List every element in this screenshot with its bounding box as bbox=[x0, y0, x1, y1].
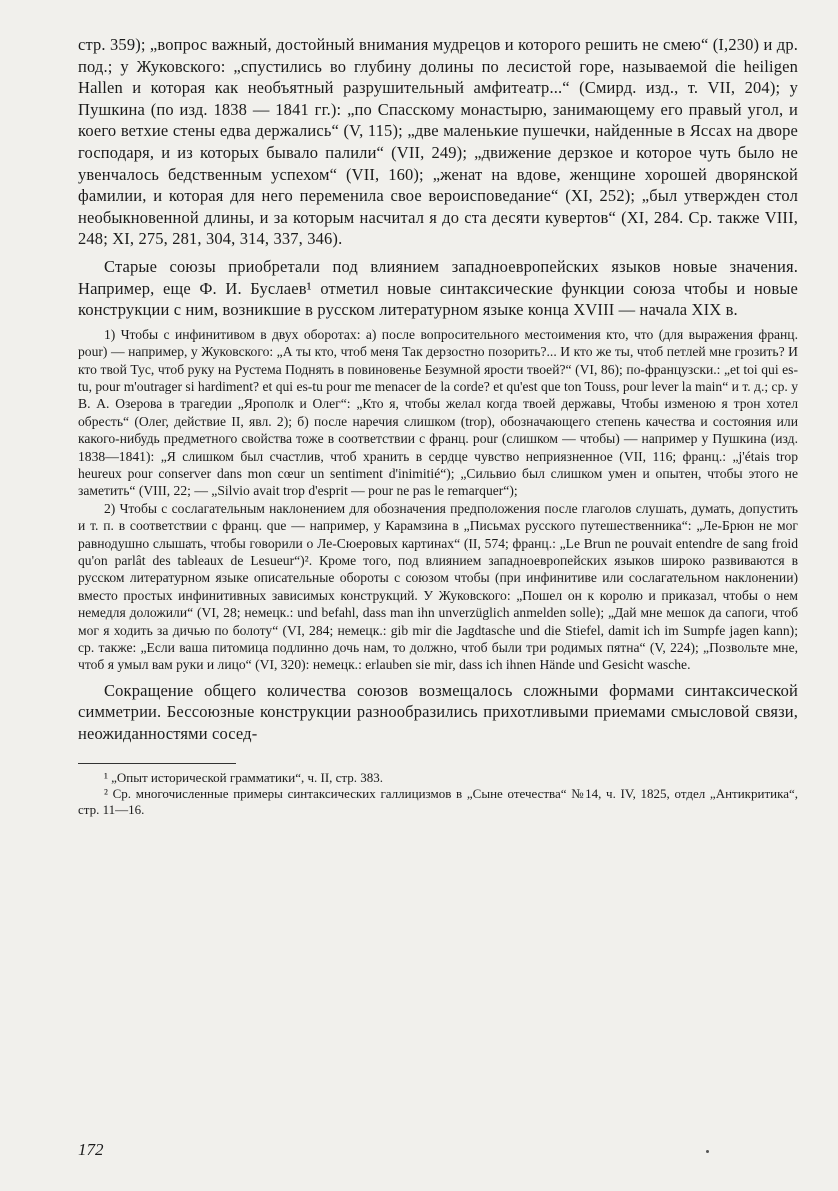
footnote-divider bbox=[78, 763, 236, 764]
page-body bbox=[78, 34, 798, 818]
paragraph-2: Старые союзы приобретали под влиянием западноевропейских языков новые значения. Например, еще Ф. И. Буслаев¹ отметил новые синтаксические функции союза чтобы и новые конструкции с ним, возникшие в русском литературном языке конца XVIII — начала XIX в. bbox=[78, 256, 798, 320]
footnote-1: ¹ „Опыт исторической грамматики“, ч. II, стр. 383. bbox=[104, 769, 384, 785]
scan-speck bbox=[706, 1150, 709, 1153]
paragraph-1: стр. 359); „вопрос важный, достойный внимания мудрецов и которого решить не смею“ (I,230) и др. под.; у Жуковского: „спустились во глубину долины по лесистой горе, называемой die heiligen Hallen и которая как необъятный разрушительный амфитеатр...“ (Смирд. изд., т. VII, 204); у Пушкина (по изд. 1838 — 1841 гг.): „по Спасскому монастырю, занимающему его правый угол, и коего ветхие стены едва держались“ (V, 115); „две маленькие пушечки, найденные в Яссах на дворе господаря, и из которых бывало палили“ (VII, 249); „движение дерзкое и которое чуть было не увенчалось бедственным успехом“ (VII, 160); „женат на вдове, женщине хорошей дворянской фамилии, и которая для него переменила свое вероисповедание“ (XI, 252); „был утвержден стол необыкновенной длины, и за которым насчитал я до ста десяти кувертов“ (XI, 284. Ср. также VIII, 248; XI, 275, 281, 304, 314, 337, 346). bbox=[78, 35, 798, 249]
footnote-2: ² Ср. многочисленные примеры синтаксических галлицизмов в „Сыне отечества“ №14, ч. IV, 1825, отдел „Антикритика“, стр. 11—16. bbox=[78, 785, 798, 818]
page-number: 172 bbox=[78, 1140, 104, 1159]
paragraph-3: 1) Чтобы с инфинитивом в двух оборотах: а) после вопросительного местоимения кто, что (для выражения франц. pour) — например, у Жуковского: „А ты кто, чтоб меня Так дерзостно позорить?... И кто же ты, чтоб петлей мне грозить? И кто твой Тус, чтоб руку на Рустема Поднять в повиновенье Безумной ярости твоей?“ (VI, 86); по-французски.: „et toi qui es-tu, pour m'outrager si hardiment? et qui es-tu pour me menacer de la corde? et qu'est que ton Touss, pour lever la main“ и т. д.; ср. у В. А. Озерова в трагедии „Ярополк и Олег“: „Кто я, чтобы желал когда твоей державы, Чтобы изменою я трон хотел обресть“ (Олег, действие II, явл. 2); б) после наречия слишком (trop), обозначающего степень качества и состояния или какого-нибудь предметного свойства тоже в соответствии с франц. pour (слишком — чтобы) — например у Пушкина (изд. 1838—1841): „Я слишком был счастлив, чтоб хранить в сердце чувство неприязненное (VII, 116; франц.: „j'étais trop heureux pour conserver dans mon cœur un sentiment d'inimitié“); „Сильвио был слишком умен и опытен, чтобы этого не заметить“ (VIII, 22; — „Silvio avait trop d'esprit — pour ne pas le remarquer“); bbox=[78, 326, 798, 499]
paragraph-4: 2) Чтобы с сослагательным наклонением для обозначения предположения после глаголов слушать, думать, допустить и т. п. в соответствии с франц. que — например, у Карамзина в „Письмах русского путешественника“: „Ле-Брюн не мог равнодушно слышать, чтобы говорили о Ле-Сюеровых картинах“ (II, 574; франц.: „Le Brun ne pouvait entendre de sang froid qu'on parlât des tableaux de Lesueur“)². Кроме того, под влиянием западноевропейских языков широко развиваются в русском литературном языке описательные обороты с союзом чтобы (при инфинитиве или сослагательном наклонении) вместо простых инфинитивных зависимых конструкций. У Жуковского: „Пошел он к королю и приказал, чтобы о нем немедля доложили“ (VI, 28; немецк.: und befahl, dass man ihn unverzüglich anmelden solle); „Дай мне мешок да сапоги, чтоб мог я ходить за дичью по болоту“ (VI, 284; немецк.: gib mir die Jagdtasche und die Stiefel, damit ich im Sumpfe jagen kann); ср. также: „Если ваша питомица подлинно дочь нам, то должно, чтоб были три родимых пятна“ (V, 224); „Позвольте мне, чтоб я умыл вам руки и лицо“ (VI, 320): немецк.: erlauben sie mir, dass ich ihnen Hände und Gesicht wasche. bbox=[78, 500, 798, 673]
example-block bbox=[78, 326, 798, 674]
paragraph-5: Сокращение общего количества союзов возмещалось сложными формами синтаксической симметрии. Бессоюзные конструкции разнообразились прихотливыми приемами смысловой связи, неожиданностями сосед- bbox=[78, 680, 798, 744]
